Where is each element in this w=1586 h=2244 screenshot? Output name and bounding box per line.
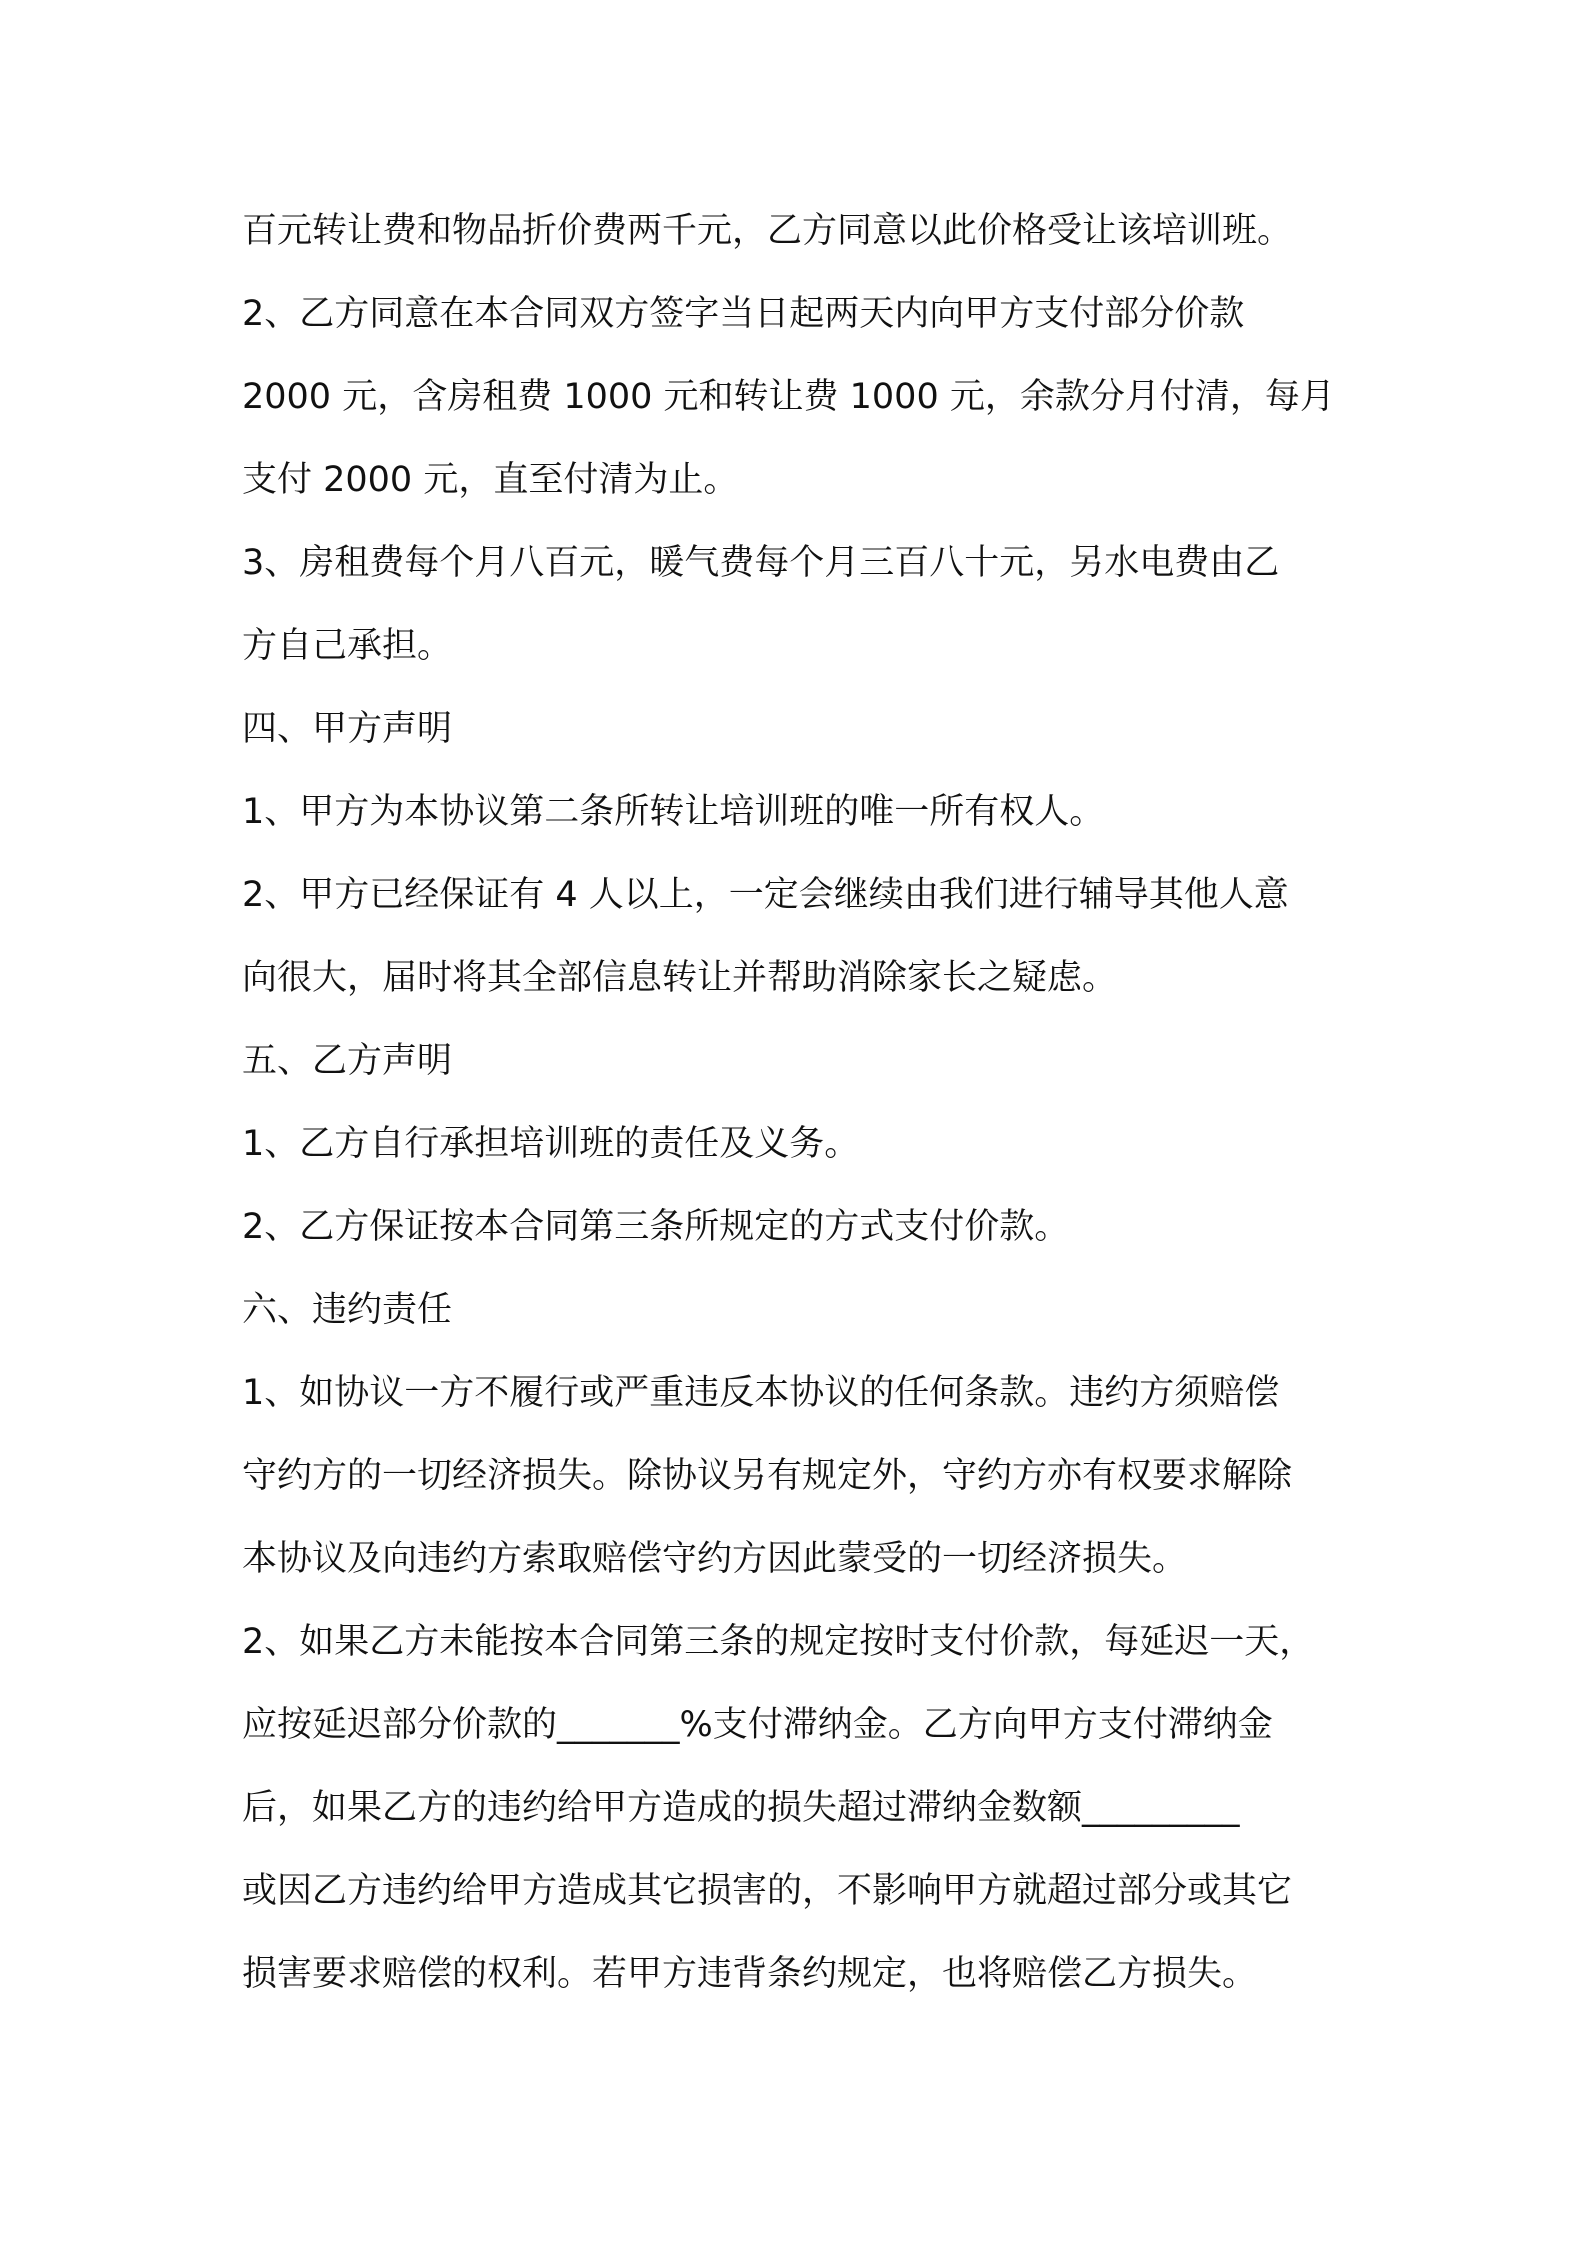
text-line: 方自己承担。 xyxy=(242,626,453,666)
text-line: 应按延迟部分价款的_______%支付滞纳金。乙方向甲方支付滞纳金 xyxy=(242,1705,1273,1745)
text-line: 2、甲方已经保证有 4 人以上，一定会继续由我们进行辅导其他人意 xyxy=(242,875,1289,915)
section-heading: 五、乙方声明 xyxy=(242,1041,453,1081)
text-line: 2、乙方同意在本合同双方签字当日起两天内向甲方支付部分价款 xyxy=(242,294,1245,334)
text-line: 本协议及向违约方索取赔偿守约方因此蒙受的一切经济损失。 xyxy=(242,1539,1188,1579)
document-body xyxy=(242,196,1362,2022)
text-line: 1、甲方为本协议第二条所转让培训班的唯一所有权人。 xyxy=(242,792,1105,832)
text-line: 3、房租费每个月八百元，暖气费每个月三百八十元，另水电费由乙 xyxy=(242,543,1280,583)
text-line: 百元转让费和物品折价费两千元，乙方同意以此价格受让该培训班。 xyxy=(242,211,1293,251)
text-line: 1、如协议一方不履行或严重违反本协议的任何条款。违约方须赔偿 xyxy=(242,1373,1280,1413)
text-line: 2000 元，含房租费 1000 元和转让费 1000 元，余款分月付清，每月 xyxy=(242,377,1335,417)
text-line: 2、乙方保证按本合同第三条所规定的方式支付价款。 xyxy=(242,1207,1070,1247)
text-line: 或因乙方违约给甲方造成其它损害的，不影响甲方就超过部分或其它 xyxy=(242,1871,1293,1911)
text-line: 支付 2000 元，直至付清为止。 xyxy=(242,460,739,500)
text-line: 守约方的一切经济损失。除协议另有规定外，守约方亦有权要求解除 xyxy=(242,1456,1293,1496)
text-line: 2、如果乙方未能按本合同第三条的规定按时支付价款，每延迟一天， xyxy=(242,1622,1315,1662)
text-line: 损害要求赔偿的权利。若甲方违背条约规定，也将赔偿乙方损失。 xyxy=(242,1954,1258,1994)
text-line: 向很大，届时将其全部信息转让并帮助消除家长之疑虑。 xyxy=(242,958,1118,998)
section-heading: 六、违约责任 xyxy=(242,1290,453,1330)
text-line: 1、乙方自行承担培训班的责任及义务。 xyxy=(242,1124,860,1164)
section-heading: 四、甲方声明 xyxy=(242,709,453,749)
text-line: 后，如果乙方的违约给甲方造成的损失超过滞纳金数额_________ xyxy=(242,1788,1240,1828)
